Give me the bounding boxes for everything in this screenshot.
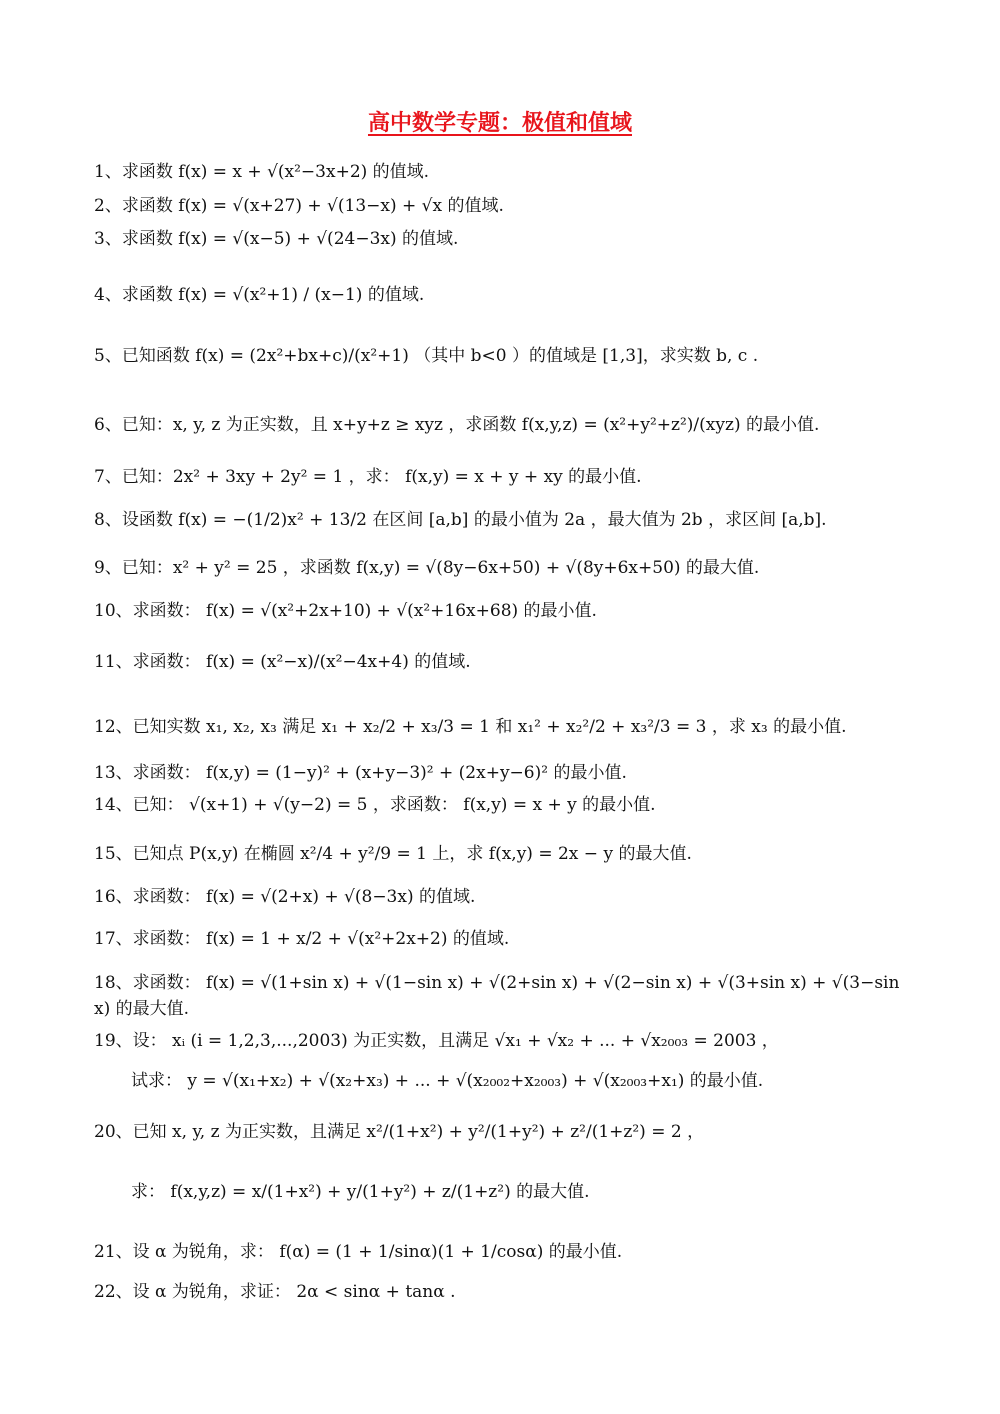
problem-number: 18、 bbox=[94, 973, 133, 993]
problem-number: 8、 bbox=[94, 510, 122, 530]
problem-text: 求： f(x,y,z) = x/(1+x²) + y/(1+y²) + z/(1+z²) 的最大值. bbox=[131, 1182, 590, 1202]
problem-20 bbox=[94, 1120, 924, 1144]
problem-text: 已知点 P(x,y) 在椭圆 x²/4 + y²/9 = 1 上，求 f(x,y) = 2x − y 的最大值. bbox=[132, 844, 692, 864]
problem-text: 求函数： f(x) = √(1+sin x) + √(1−sin x) + √(2+sin x) + √(2−sin x) + √(3+sin x) + √(3−sin x) 的最大值. bbox=[94, 973, 900, 1019]
problem-5 bbox=[94, 344, 924, 368]
problem-text: 求函数： f(x,y) = (1−y)² + (x+y−3)² + (2x+y−6)² 的最小值. bbox=[132, 763, 627, 783]
problem-20-continued bbox=[131, 1180, 961, 1204]
problem-1 bbox=[94, 160, 924, 184]
problem-18 bbox=[94, 970, 904, 1022]
problem-10 bbox=[94, 599, 924, 623]
problem-text: 已知实数 x₁, x₂, x₃ 满足 x₁ + x₂/2 + x₃/3 = 1 和 x₁² + x₂²/2 + x₃²/3 = 3 ，求 x₃ 的最小值. bbox=[132, 717, 847, 737]
problem-number: 4、 bbox=[94, 285, 122, 305]
problem-15 bbox=[94, 842, 924, 866]
problem-text: 已知：x² + y² = 25 ，求函数 f(x,y) = √(8y−6x+50) + √(8y+6x+50) 的最大值. bbox=[121, 558, 760, 578]
problem-text: 设： xᵢ (i = 1,2,3,...,2003) 为正实数，且满足 √x₁ + √x₂ + ... + √x₂₀₀₃ = 2003 ， bbox=[132, 1031, 779, 1051]
problem-number: 12、 bbox=[94, 717, 133, 737]
problem-text: 已知： √(x+1) + √(y−2) = 5 ，求函数： f(x,y) = x + y 的最小值. bbox=[132, 795, 656, 815]
problem-9 bbox=[94, 556, 924, 580]
problem-text: 求函数 f(x) = x + √(x²−3x+2) 的值域. bbox=[121, 162, 430, 182]
problem-12 bbox=[94, 715, 924, 739]
problem-text: 设 α 为锐角，求： f(α) = (1 + 1/sinα)(1 + 1/cosα) 的最小值. bbox=[132, 1242, 623, 1262]
problem-text: 设函数 f(x) = −(1/2)x² + 13/2 在区间 [a,b] 的最小值为 2a ，最大值为 2b ，求区间 [a,b]. bbox=[121, 510, 827, 530]
problem-22 bbox=[94, 1280, 924, 1304]
problem-number: 15、 bbox=[94, 844, 133, 864]
problem-text: 求函数 f(x) = √(x−5) + √(24−3x) 的值域. bbox=[121, 229, 459, 249]
problem-text: 求函数： f(x) = √(2+x) + √(8−3x) 的值域. bbox=[132, 887, 476, 907]
problem-3 bbox=[94, 227, 924, 251]
problem-text: 已知：x, y, z 为正实数，且 x+y+z ≥ xyz ，求函数 f(x,y,z) = (x²+y²+z²)/(xyz) 的最小值. bbox=[121, 415, 820, 435]
problem-text: 求函数： f(x) = (x²−x)/(x²−4x+4) 的值域. bbox=[132, 652, 471, 672]
problem-number: 6、 bbox=[94, 415, 122, 435]
problem-number: 21、 bbox=[94, 1242, 133, 1262]
problem-text: 求函数 f(x) = √(x+27) + √(13−x) + √x 的值域. bbox=[121, 196, 504, 216]
problem-16 bbox=[94, 885, 924, 909]
problem-number: 5、 bbox=[94, 346, 122, 366]
problem-number: 14、 bbox=[94, 795, 133, 815]
problem-2 bbox=[94, 194, 924, 218]
problem-19 bbox=[94, 1029, 924, 1053]
problem-text: 已知：2x² + 3xy + 2y² = 1 ，求： f(x,y) = x + y + xy 的最小值. bbox=[121, 467, 642, 487]
problem-text: 求函数： f(x) = √(x²+2x+10) + √(x²+16x+68) 的最小值. bbox=[132, 601, 597, 621]
problem-number: 22、 bbox=[94, 1282, 133, 1302]
problem-number: 2、 bbox=[94, 196, 122, 216]
problem-number: 19、 bbox=[94, 1031, 133, 1051]
problem-number: 16、 bbox=[94, 887, 133, 907]
problem-8 bbox=[94, 508, 924, 532]
page-title: 高中数学专题：极值和值域 bbox=[367, 111, 632, 136]
problem-text: 试求： y = √(x₁+x₂) + √(x₂+x₃) + ... + √(x₂₀₀₂+x₂₀₀₃) + √(x₂₀₀₃+x₁) 的最小值. bbox=[131, 1071, 764, 1091]
problem-number: 3、 bbox=[94, 229, 122, 249]
problem-number: 1、 bbox=[94, 162, 122, 182]
problem-number: 11、 bbox=[94, 652, 133, 672]
problem-number: 20、 bbox=[94, 1122, 133, 1142]
problem-19-continued bbox=[131, 1069, 961, 1093]
problem-17 bbox=[94, 927, 924, 951]
problem-4 bbox=[94, 283, 924, 307]
problem-21 bbox=[94, 1240, 924, 1264]
problem-text: 求函数： f(x) = 1 + x/2 + √(x²+2x+2) 的值域. bbox=[132, 929, 510, 949]
problem-6 bbox=[94, 413, 924, 437]
problem-text: 已知函数 f(x) = (2x²+bx+c)/(x²+1) （其中 b<0 ）的值域是 [1,3]，求实数 b, c . bbox=[121, 346, 759, 366]
problem-number: 10、 bbox=[94, 601, 133, 621]
problem-text: 设 α 为锐角，求证： 2α < sinα + tanα . bbox=[132, 1282, 456, 1302]
problem-14 bbox=[94, 793, 924, 817]
problem-number: 13、 bbox=[94, 763, 133, 783]
problem-text: 求函数 f(x) = √(x²+1) / (x−1) 的值域. bbox=[121, 285, 425, 305]
problem-13 bbox=[94, 761, 924, 785]
problem-number: 17、 bbox=[94, 929, 133, 949]
problem-number: 7、 bbox=[94, 467, 122, 487]
problem-7 bbox=[94, 465, 924, 489]
problem-text: 已知 x, y, z 为正实数，且满足 x²/(1+x²) + y²/(1+y²) + z²/(1+z²) = 2 ， bbox=[132, 1122, 705, 1142]
problem-number: 9、 bbox=[94, 558, 122, 578]
problem-11 bbox=[94, 650, 924, 674]
